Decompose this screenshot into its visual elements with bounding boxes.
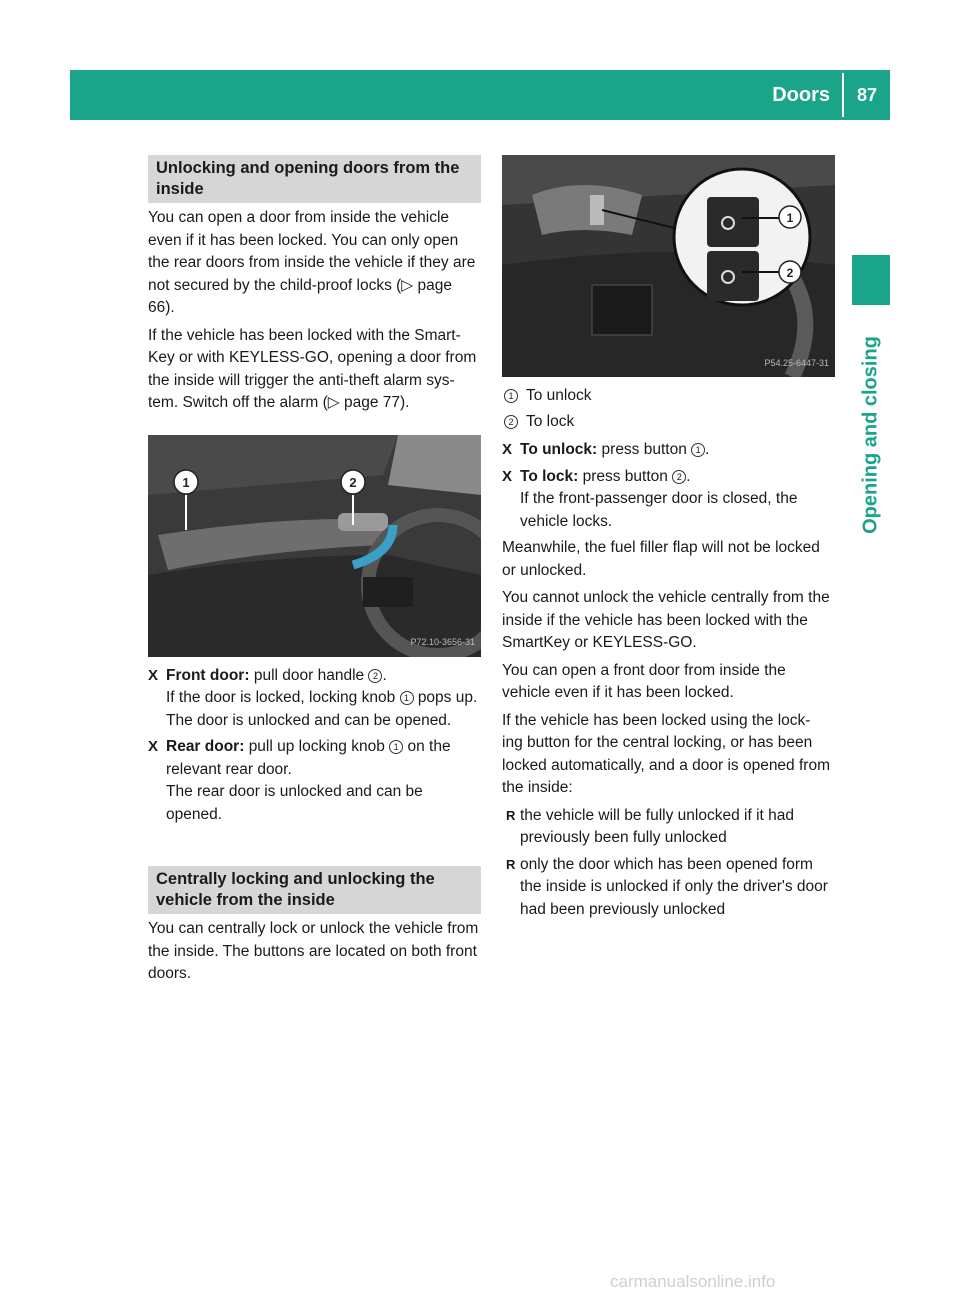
lock-buttons-figure bbox=[502, 155, 835, 377]
callout-ref: 1 bbox=[389, 740, 403, 754]
door-interior-illustration bbox=[148, 435, 481, 657]
door-handle-figure bbox=[148, 435, 481, 657]
callout-1: 1 bbox=[182, 474, 190, 490]
lock-buttons-illustration bbox=[502, 155, 835, 377]
legend-item: 2 To lock bbox=[502, 411, 835, 434]
step-arrow-icon: X bbox=[148, 666, 159, 684]
watermark[interactable]: carmanualsonline.info bbox=[610, 1272, 776, 1291]
paragraph: You can open a front door from inside the vehicle even if it has been locked. bbox=[502, 661, 786, 701]
paragraph: You can centrally lock or unlock the vehicle from the inside. The buttons are located on both front doors. bbox=[148, 920, 479, 982]
callout-ref: 2 bbox=[368, 669, 382, 683]
step-arrow-icon: X bbox=[148, 738, 159, 755]
callout-ref: 1 bbox=[400, 691, 414, 705]
bullet-item: R the vehicle will be fully unlocked if it had previously been fully unlocked bbox=[506, 806, 794, 846]
left-column bbox=[148, 155, 481, 991]
heading-unlocking: Unlocking and opening doors from the inside bbox=[148, 155, 481, 203]
chapter-label bbox=[852, 315, 890, 555]
step-rear-door: X Rear door: pull up locking knob 1 on the relevant rear door. The rear door is unlocked and can be opened. bbox=[148, 738, 451, 823]
legend-item: 1 To unlock bbox=[502, 385, 835, 408]
step-arrow-icon: X bbox=[502, 441, 513, 458]
bullet-icon: R bbox=[506, 856, 516, 872]
step-label: Front door: bbox=[166, 666, 250, 684]
callout-ref: 2 bbox=[672, 470, 686, 484]
paragraph: You cannot unlock the vehicle centrally from the inside if the vehicle has been locked with the SmartKey or KEYLESS-GO. bbox=[502, 589, 830, 651]
step-front-door: X Front door: pull door handle 2 . If the door is locked, locking knob 1 pops up. The door is unlocked and can be opened. bbox=[148, 666, 478, 729]
figure-code: P72.10-3656-31 bbox=[410, 637, 475, 647]
heading-central-locking: Centrally locking and unlocking the vehicle from the inside bbox=[148, 866, 481, 914]
paragraph: You can open a door from inside the vehicle even if it has been locked. You can only open the rear doors from inside the vehicle if they are not secured by the child-proof locks (▷ page 66). bbox=[148, 209, 476, 316]
figure-code: P54.25-6447-31 bbox=[764, 357, 829, 368]
chapter-tab bbox=[852, 255, 890, 305]
header-bar bbox=[70, 70, 890, 120]
step-lock: X To lock: press button 2 . If the front-passenger door is closed, the vehicle locks. bbox=[502, 467, 798, 530]
step-label: Rear door: bbox=[166, 738, 245, 755]
paragraph: Meanwhile, the fuel filler flap will not be locked or unlocked. bbox=[502, 539, 820, 579]
bullet-icon: R bbox=[506, 807, 516, 823]
callout-2: 2 bbox=[786, 266, 794, 280]
chapter-title: Opening and closing bbox=[859, 336, 882, 534]
page-number: 87 bbox=[856, 84, 878, 105]
paragraph: If the vehicle has been locked with the Smart- Key or with KEYLESS-GO, opening a door from the inside will trigger the anti-theft alarm sys- tem. Switch off the alarm (▷ page 77). bbox=[148, 326, 477, 411]
step-arrow-icon: X bbox=[502, 467, 513, 485]
right-column bbox=[502, 155, 835, 925]
paragraph: If the vehicle has been locked using the lock- ing button for the central locking, or has been locked automatically, and a door is opened from the inside: bbox=[502, 711, 830, 796]
callout-2: 2 bbox=[349, 474, 357, 490]
callout-ref: 1 bbox=[691, 443, 705, 457]
bullet-item: R only the door which has been opened form the inside is unlocked if only the driver's door had been previously unlocked bbox=[506, 855, 828, 918]
callout-1: 1 bbox=[786, 211, 794, 225]
section-title: Doors bbox=[772, 73, 844, 117]
running-header bbox=[772, 72, 890, 118]
step-unlock: X To unlock: press button 1 . bbox=[502, 439, 835, 462]
